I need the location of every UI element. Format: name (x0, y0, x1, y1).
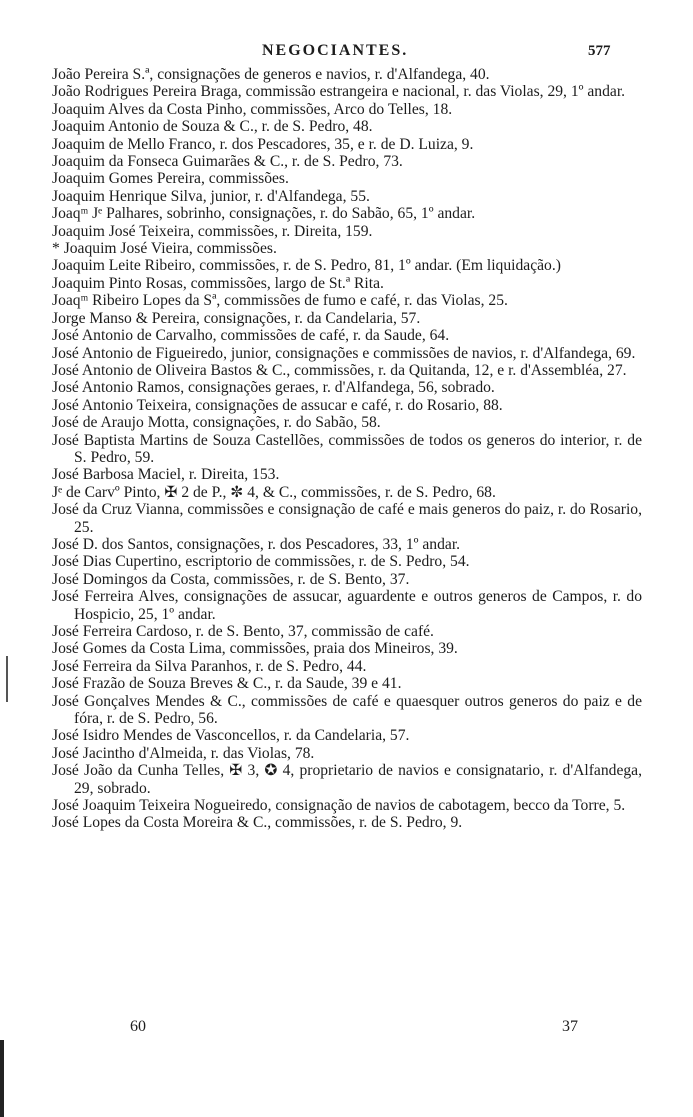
merchant-entry: José Antonio Teixeira, consignações de assucar e café, r. do Rosario, 88. (52, 396, 503, 414)
merchant-entry: Joaquim da Fonseca Guimarães & C., r. de S. Pedro, 73. (52, 153, 403, 171)
merchant-entry: José Joaquim Teixeira Nogueiredo, consignação de navios de cabotagem, becco da Torre, 5. (52, 797, 626, 815)
merchant-list (52, 66, 642, 832)
merchant-entry: José Lopes da Costa Moreira & C., commissões, r. de S. Pedro, 9. (52, 814, 463, 832)
merchant-entry: José Gomes da Costa Lima, commissões, praia dos Mineiros, 39. (52, 640, 458, 658)
merchant-entry: José Antonio de Carvalho, commissões de café, r. da Saude, 64. (52, 327, 450, 345)
signature-mark-right: 37 (562, 1018, 578, 1035)
merchant-entry: José Antonio de Figueiredo, junior, consignações e commissões de navios, r. d'Alfandega, 69. (52, 344, 636, 362)
merchant-entry: Jᵉ de Carvº Pinto, ✠ 2 de P., ✼ 4, & C., commissões, r. de S. Pedro, 68. (52, 483, 496, 501)
merchant-entry: José da Cruz Vianna, commissões e consignação de café e mais generos do paiz, r. do Rosario, 25. (52, 501, 642, 536)
merchant-entry: José Jacintho d'Almeida, r. das Violas, 78. (52, 744, 315, 762)
merchant-entry: José Isidro Mendes de Vasconcellos, r. da Candelaria, 57. (52, 727, 410, 745)
merchant-entry: João Pereira S.ª, consignações de generos e navios, r. d'Alfandega, 40. (52, 66, 490, 83)
margin-mark (6, 656, 8, 702)
merchant-entry: José Domingos da Costa, commissões, r. de S. Bento, 37. (52, 570, 410, 588)
merchant-entry: José Antonio de Oliveira Bastos & C., commissões, r. da Quitanda, 12, e r. d'Assembléa, 27. (52, 361, 627, 379)
page-footer (0, 1018, 693, 1040)
merchant-entry: José Ferreira Alves, consignações de assucar, aguardente e outros generos de Campos, r. do Hospicio, 25, 1º andar. (52, 588, 642, 623)
merchant-entry: Joaquim Alves da Costa Pinho, commissões, Arco do Telles, 18. (52, 100, 453, 118)
page-number: 577 (588, 43, 611, 59)
merchant-entry: Jorge Manso & Pereira, consignações, r. da Candelaria, 57. (52, 309, 421, 327)
merchant-entry: José D. dos Santos, consignações, r. dos Pescadores, 33, 1º andar. (52, 535, 461, 553)
binding-edge (0, 1040, 4, 1117)
merchant-entry: Joaqᵐ Jᵉ Palhares, sobrinho, consignações, r. do Sabão, 65, 1º andar. (52, 205, 476, 223)
merchant-entry: José Frazão de Souza Breves & C., r. da Saude, 39 e 41. (52, 675, 402, 693)
merchant-entry: José de Araujo Motta, consignações, r. do Sabão, 58. (52, 414, 381, 432)
merchant-entry: João Rodrigues Pereira Braga, commissão estrangeira e nacional, r. das Violas, 29, 1º andar. (52, 83, 626, 101)
merchant-entry: * Joaquim José Vieira, commissões. (52, 240, 277, 258)
merchant-entry: José Antonio Ramos, consignações geraes, r. d'Alfandega, 56, sobrado. (52, 379, 495, 397)
merchant-entry: Joaquim Leite Ribeiro, commissões, r. de S. Pedro, 81, 1º andar. (Em liquidação.) (52, 257, 561, 275)
merchant-entry: José Barbosa Maciel, r. Direita, 153. (52, 466, 280, 484)
merchant-entry: José João da Cunha Telles, ✠ 3, ✪ 4, proprietario de navios e consignatario, r. d'Alfandega, 29, sobrado. (52, 762, 642, 797)
merchant-entry: José Ferreira da Silva Paranhos, r. de S. Pedro, 44. (52, 657, 367, 675)
merchant-entry: Joaquim Gomes Pereira, commissões. (52, 170, 289, 188)
merchant-entry: José Ferreira Cardoso, r. de S. Bento, 37, commissão de café. (52, 623, 434, 640)
merchant-entry: José Gonçalves Mendes & C., commissões de café e quaesquer outros generos do paiz e de fóra, r. de S. Pedro, 56. (52, 692, 642, 728)
merchant-entry: José Baptista Martins de Souza Castellões, commissões de todos os generos do interior, r. de S. Pedro, 59. (52, 431, 642, 466)
merchant-entry: Joaquim Henrique Silva, junior, r. d'Alfandega, 55. (52, 187, 370, 205)
signature-mark-left: 60 (130, 1018, 146, 1035)
merchant-entry: Joaqᵐ Ribeiro Lopes da Sª, commissões de fumo e café, r. das Violas, 25. (52, 292, 508, 310)
merchant-entry: Joaquim José Teixeira, commissões, r. Direita, 159. (52, 222, 373, 240)
merchant-entry: Joaquim Antonio de Souza & C., r. de S. Pedro, 48. (52, 118, 373, 136)
merchant-entry: Joaquim de Mello Franco, r. dos Pescadores, 35, e r. de D. Luiza, 9. (52, 135, 474, 153)
section-title: NEGOCIANTES. (262, 42, 409, 59)
merchant-entry: Joaquim Pinto Rosas, commissões, largo de St.ª Rita. (52, 274, 384, 292)
merchant-entry: José Dias Cupertino, escriptorio de commissões, r. de S. Pedro, 54. (52, 553, 470, 571)
page-header (0, 40, 693, 64)
